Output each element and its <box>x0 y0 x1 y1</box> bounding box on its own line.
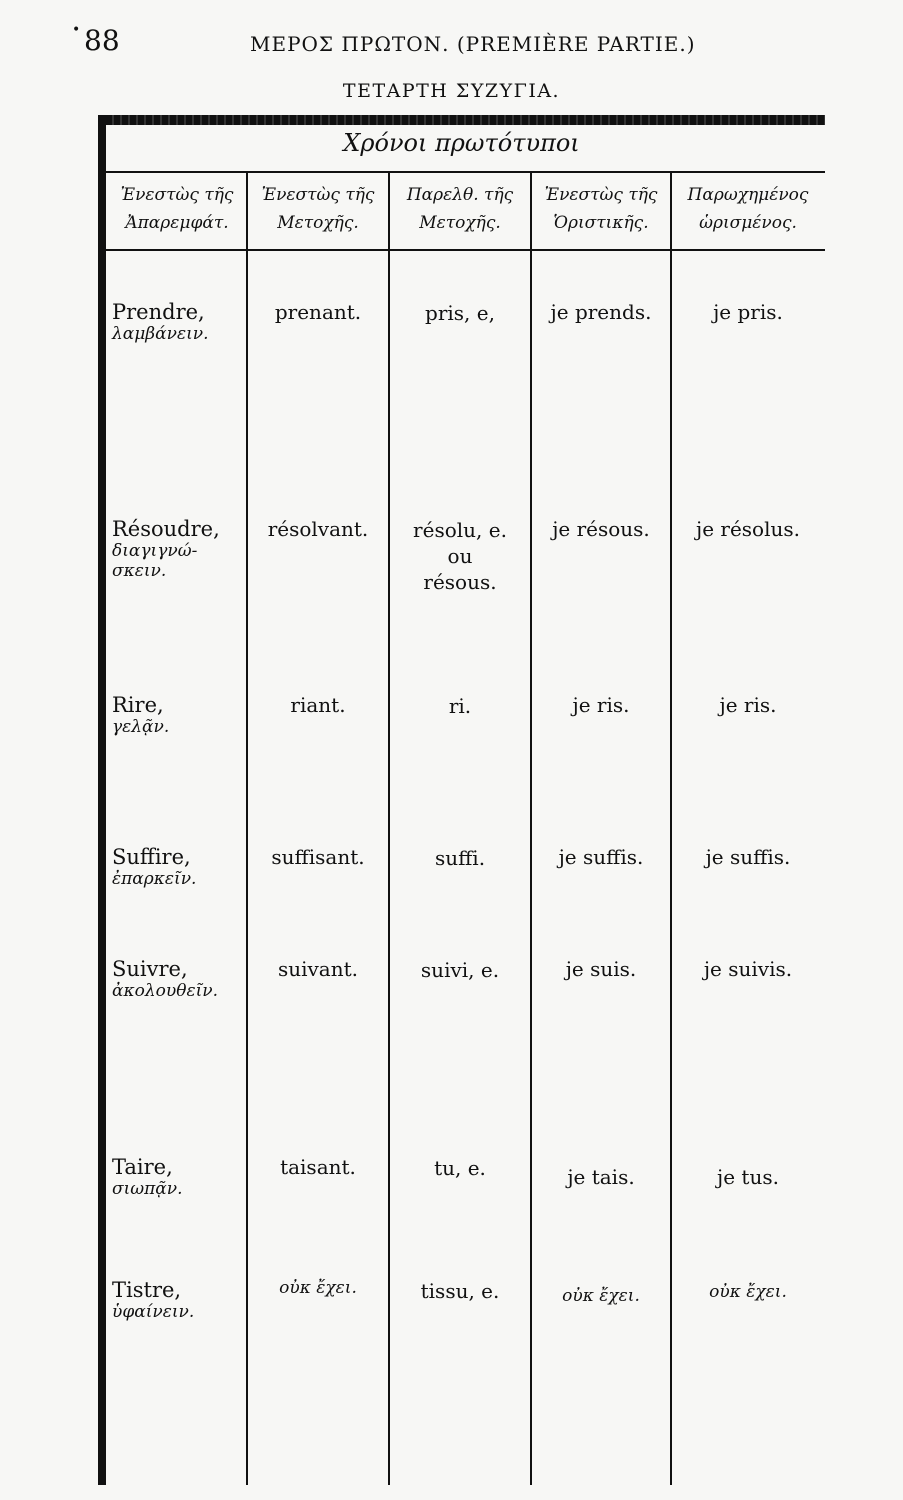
column-header-participle <box>248 181 388 241</box>
verb-greek: σιωπᾷν. <box>112 1179 183 1199</box>
preterite-cell: je résolus. <box>696 517 800 541</box>
column-header-line: Παρωχημένος <box>687 185 809 205</box>
page-number: • 88 <box>84 24 120 57</box>
preterite-cell: je ris. <box>719 693 777 717</box>
past-participle-cell <box>390 300 530 326</box>
preterite-cell: je pris. <box>713 300 783 324</box>
present-cell: je tais. <box>567 1165 635 1189</box>
column-header-line: Παρελθ. τῆς <box>406 185 514 205</box>
past-participle: suivi, e. <box>420 958 500 982</box>
verb-french: Taire, <box>112 1155 173 1179</box>
verb-greek: ὑφαίνειν. <box>112 1302 195 1322</box>
column-header-line: Ἐνεστὼς τῆς <box>120 185 234 205</box>
participle-cell: prenant. <box>274 300 362 324</box>
verb-french: Prendre, <box>112 300 205 324</box>
running-title: ΜΕΡΟΣ ΠΡΩΤΟΝ. (PREMIÈRE PARTIE.) <box>250 32 696 56</box>
verb-greek: διαγιγνώ- <box>112 541 198 561</box>
header-rule-top <box>106 171 825 173</box>
infinitive-cell <box>112 693 246 737</box>
column-header-line: Ἐνεστὼς τῆς <box>544 185 658 205</box>
verb-french: Suivre, <box>112 957 188 981</box>
table-left-border <box>98 115 106 1485</box>
past-participle-cell <box>390 957 530 983</box>
past-participle: suffi. <box>434 846 486 870</box>
preterite-cell: je suivis. <box>703 957 793 981</box>
infinitive-cell <box>112 300 246 344</box>
section-title: ΤΕΤΑΡΤΗ ΣΥΖΥΓΙΑ. <box>342 80 561 102</box>
participle-cell: riant. <box>290 693 346 717</box>
participle-cell: résolvant. <box>267 517 369 541</box>
infinitive-cell <box>112 845 246 889</box>
verb-french: Rire, <box>112 693 164 717</box>
past-participle: tu, e. <box>434 1156 486 1180</box>
participle-cell: suffisant. <box>271 845 365 869</box>
column-header-past-participle <box>390 181 530 241</box>
infinitive-cell <box>112 1278 246 1322</box>
present-cell: je résous. <box>552 517 650 541</box>
column-header-line: Μετοχῆς. <box>277 213 359 233</box>
participle-cell: taisant. <box>280 1155 356 1179</box>
past-participle-cell <box>390 1155 530 1181</box>
page-header <box>70 22 860 62</box>
preterite-cell: οὐκ ἔχει. <box>709 1282 787 1302</box>
column-header-preterite <box>672 181 824 241</box>
column-header-present <box>532 181 670 241</box>
past-participle: tissu, e. <box>420 1279 500 1303</box>
participle-cell: οὐκ ἔχει. <box>279 1278 357 1298</box>
present-cell: je ris. <box>572 693 630 717</box>
verb-greek: λαμβάνειν. <box>112 324 209 344</box>
table-top-border <box>98 115 825 125</box>
column-header-line: Ἀπαρεμφάτ. <box>125 213 229 233</box>
column-header-infinitive <box>108 181 246 241</box>
preterite-cell: je tus. <box>717 1165 779 1189</box>
past-participle-cell <box>390 1278 530 1304</box>
infinitive-cell <box>112 517 246 581</box>
infinitive-cell <box>112 1155 246 1199</box>
present-cell: je suffis. <box>558 845 644 869</box>
table-group-title: Χρόνοι πρωτότυποι <box>343 129 580 157</box>
present-cell: je suis. <box>565 957 637 981</box>
header-rule-bottom <box>106 249 825 251</box>
past-participle: ri. <box>448 694 472 718</box>
past-participle-cell <box>390 693 530 719</box>
verb-french: Résoudre, <box>112 517 220 541</box>
preterite-cell: je suffis. <box>705 845 791 869</box>
verb-greek: ἀκολουθεῖν. <box>112 981 218 1001</box>
column-header-line: ὡρισμένος. <box>699 213 797 233</box>
verb-greek: ἐπαρκεῖν. <box>112 869 197 889</box>
past-participle-cell <box>390 845 530 871</box>
infinitive-cell <box>112 957 246 1001</box>
verb-greek: γελᾷν. <box>112 717 170 737</box>
past-participle: résolu, e. <box>413 518 507 542</box>
column-header-line: Ὁριστικῆς. <box>553 213 649 233</box>
verb-french: Suffire, <box>112 845 191 869</box>
conjugation-table <box>98 115 825 1485</box>
column-header-line: Ἐνεστὼς τῆς <box>261 185 375 205</box>
present-cell: je prends. <box>550 300 652 324</box>
participle-cell: suivant. <box>277 957 359 981</box>
past-participle-cell <box>390 517 530 595</box>
column-header-line: Μετοχῆς. <box>419 213 501 233</box>
past-participle-alt: résous. <box>423 570 497 594</box>
past-participle-or: ou <box>447 544 473 568</box>
verb-greek-cont: σκειν. <box>112 561 167 581</box>
present-cell: οὐκ ἔχει. <box>562 1286 640 1306</box>
past-participle: pris, e, <box>425 301 495 325</box>
verb-french: Tistre, <box>112 1278 182 1302</box>
